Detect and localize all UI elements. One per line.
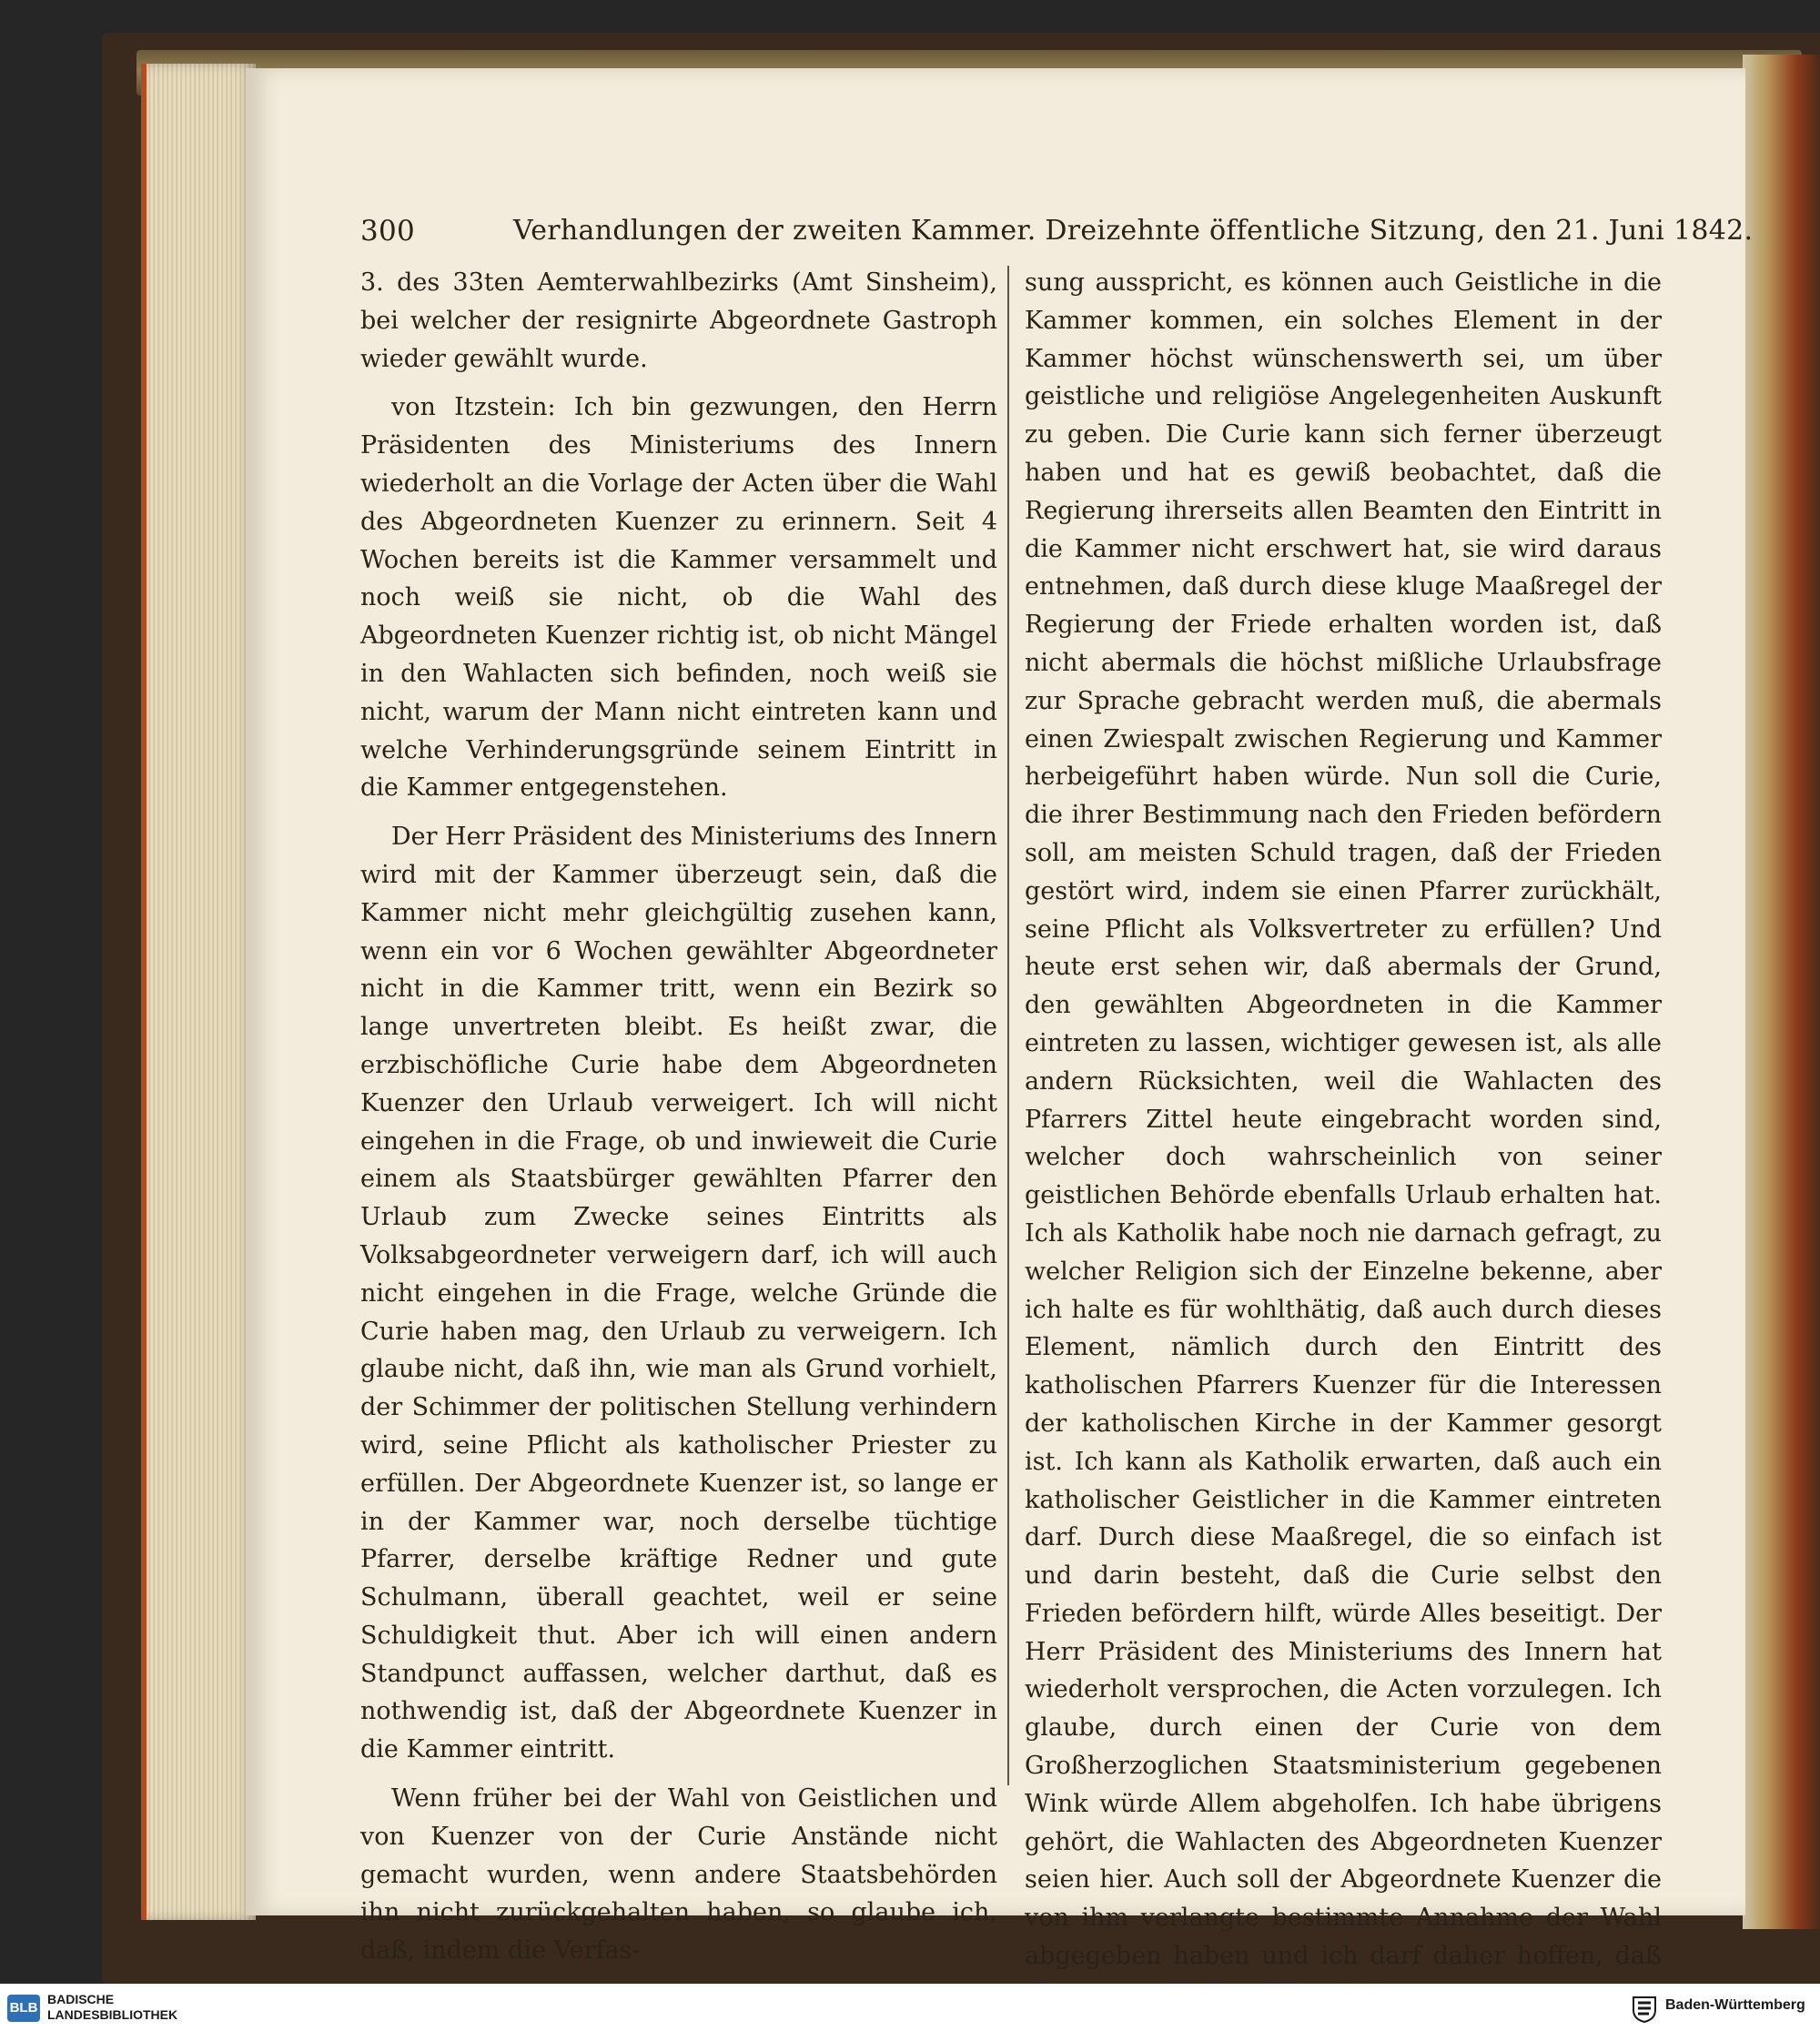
running-title: Verhandlungen der zweiten Kammer. Dreizehnte öffentliche Sitzung, den 21. Juni 1842. [513,215,1754,247]
library-name-line: BADISCHE [47,1992,115,2006]
paragraph: Der Herr Präsident des Ministeriums des Innern wird mit der Kammer überzeugt sein, daß die Kammer nicht mehr gleichgültig zusehen kann, wenn ein vor 6 Wochen gewählter Abgeordneter nicht in die Kammer tritt, wenn ein Bezirk so lange unvertreten bleibt. Es heißt zwar, die erzbischöfliche Curie habe dem Abgeordneten Kuenzer den Urlaub verweigert. Ich will nicht eingehen in die Frage, ob und inwieweit die Curie einem als Staatsbürger gewählten Pfarrer den Urlaub zum Zwecke seines Eintritts als Volksabgeordneter verweigern darf, ich will auch nicht eingehen in die Frage, welche Gründe die Curie haben mag, den Urlaub zu verweigern. Ich glaube nicht, daß ihn, wie man als Grund vorhielt, der Schimmer der politischen Stellung verhindern wird, seine Pflicht als katholischer Priester zu erfüllen. Der Abgeordnete Kuenzer ist, so lange er in der Kammer war, noch derselbe tüchtige Pfarrer, derselbe kräftige Redner und gute Schulmann, überall geachtet, weil er seine Schuldigkeit thut. Aber ich will einen andern Standpunct auffassen, welcher darthut, daß es nothwendig ist, daß der Abgeordnete Kuenzer in die Kammer eintritt. [360,823,997,1764]
footer-bar [0,1984,1820,2031]
state-name[interactable]: Baden-Württemberg [1665,1997,1805,2013]
lions-crest-icon [1631,1994,1658,2023]
page-number: 300 [360,215,416,248]
page-stack-edge [141,64,256,1920]
paragraph: Wenn früher bei der Wahl von Geistlichen und von Kuenzer von der Curie Anstände nicht gemacht wurden, wenn andere Staatsbehörden ihn nicht zurückgehalten haben, so glaube ich, daß, indem die Verfas- [360,1784,997,1965]
library-name[interactable] [47,1992,229,2023]
library-name-line: LANDESBIBLIOTHEK [47,2007,178,2022]
paragraph: 3. des 33ten Aemterwahlbezirks (Amt Sinsheim), bei welcher der resignirte Abgeordnete Gastroph wieder gewählt wurde. [360,268,997,373]
left-text-column [360,264,997,1981]
paragraph: von Itzstein: Ich bin gezwungen, den Herrn Präsidenten des Ministeriums des Innern wiederholt an die Vorlage der Acten über die Wahl des Abgeordneten Kuenzer zu erinnern. Seit 4 Wochen bereits ist die Kammer versammelt und noch weiß sie nicht, ob die Wahl des Abgeordneten Kuenzer richtig ist, ob nicht Mängel in den Wahlacten sich befinden, noch weiß sie nicht, warum der Mann nicht eintreten kann und welche Verhinderungsgründe seinem Eintritt in die Kammer entgegenstehen. [360,393,997,803]
paragraph: sung ausspricht, es können auch Geistliche in die Kammer kommen, ein solches Element in der Kammer höchst wünschenswerth sei, um über geistliche und religiöse Angelegenheiten Auskunft zu geben. Die Curie kann sich ferner überzeugt haben und hat es gewiß beobachtet, daß die Regierung ihrerseits allen Beamten den Eintritt in die Kammer nicht erschwert hat, sie wird daraus entnehmen, daß durch diese kluge Maaßregel der Regierung der Friede erhalten worden ist, daß nicht abermals die höchst mißliche Urlaubsfrage zur Sprache gebracht werden muß, die abermals einen Zwiespalt zwischen Regierung und Kammer herbeigeführt haben würde. Nun soll die Curie, die ihrer Bestimmung nach den Frieden befördern soll, am meisten Schuld tragen, daß der Frieden gestört wird, indem sie einen Pfarrer zurückhält, seine Pflicht als Volksvertreter zu erfüllen? Und heute erst sehen wir, daß abermals der Grund, den gewählten Abgeordneten in die Kammer eintreten zu lassen, wichtiger gewesen ist, als alle andern Rücksichten, weil die Wahlacten des Pfarrers Zittel heute eingebracht worden sind, welcher doch wahrscheinlich von seiner geistlichen Behörde ebenfalls Urlaub erhalten hat. Ich als Katholik habe noch nie darnach gefragt, zu welcher Religion sich der Einzelne bekenne, aber ich halte es für wohlthätig, daß auch durch dieses Element, nämlich durch den Eintritt des katholischen Pfarrers Kuenzer für die Interessen der katholischen Kirche in der Kammer gesorgt ist. Ich kann als Katholik erwarten, daß auch ein katholischer Geistlicher in die Kammer eintreten darf. Durch diese Maaßregel, die so einfach ist und darin besteht, daß die Curie selbst den Frieden befördern hilft, würde Alles beseitigt. Der Herr Präsident des Ministeriums des Innern hat wiederholt versprochen, die Acten vorzulegen. Ich glaube, durch einen der Curie von dem Großherzoglichen Staatsministerium gegebenen Wink würde Allem abgeholfen. Ich habe übrigens gehört, die Wahlacten des Abgeordneten Kuenzer seien hier. Auch soll der Abgeordnete Kuenzer die von ihm verlangte bestimmte Annahme der Wahl abgegeben haben und ich darf daher hoffen, daß [1025,268,1662,1971]
column-divider [1007,266,1009,1785]
book-right-cover [1743,55,1820,1929]
right-text-column [1025,264,1662,2025]
page-header [360,211,1754,255]
blb-logo-icon[interactable]: BLB [7,1995,40,2022]
